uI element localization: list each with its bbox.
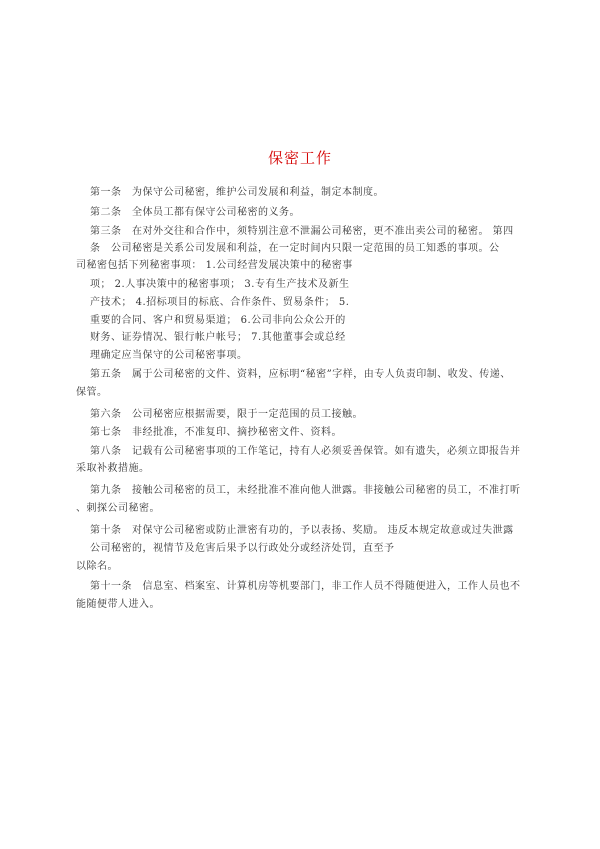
- paragraph-line: 第三条 在对外交往和合作中，须特别注意不泄漏公司秘密，更不准出卖公司的秘密。 第四: [90, 226, 514, 237]
- paragraph-line: 财务、证券情况、银行帐户帐号； 7.其他董事会或总经: [90, 332, 346, 343]
- paragraph-line: 第五条 属于公司秘密的文件、资料，应标明“秘密”字样，由专人负责印制、收发、传递、: [90, 369, 511, 380]
- paragraph-line: 第二条 全体员工都有保守公司秘密的义务。: [90, 207, 300, 218]
- paragraph-line: 公司秘密的，视情节及危害后果予以行政处分或经济处罚，直至予: [90, 543, 395, 554]
- paragraph-line: 第六条 公司秘密应根据需要，限于一定范围的员工接触。: [90, 409, 363, 420]
- paragraph-line: 以除名。: [76, 561, 118, 572]
- paragraph-line: 条 公司秘密是关系公司发展和利益，在一定时间内只限一定范围的员工知悉的事项。公: [90, 243, 500, 254]
- paragraph-line: 产技术； 4.招标项目的标底、合作条件、贸易条件； 5.: [90, 297, 350, 308]
- paragraph-line: 、刺探公司秘密。: [76, 503, 160, 514]
- paragraph-line: 第十条 对保守公司秘密或防止泄密有功的，予以表扬、奖励。 违反本规定故意或过失泄露: [90, 525, 514, 536]
- paragraph-line: 第八条 记载有公司秘密事项的工作笔记，持有人必须妥善保管。如有遗失，必须立即报告并: [90, 446, 521, 457]
- document-title: 保密工作: [267, 149, 332, 167]
- paragraph-line: 第九条 接触公司秘密的员工，未经批准不准向他人泄露。非接触公司秘密的员工，不准打听: [90, 485, 521, 496]
- paragraph-line: 保管。: [76, 387, 108, 398]
- paragraph-line: 司秘密包括下列秘密事项： 1.公司经营发展决策中的秘密事: [76, 260, 353, 271]
- paragraph-line: 第七条 非经批准，不准复印、摘抄秘密文件、资料。: [90, 427, 342, 438]
- paragraph-line: 项； 2.人事决策中的秘密事项； 3.专有生产技术及新生: [90, 279, 350, 290]
- paragraph-line: 能随便带人进入。: [76, 599, 160, 610]
- paragraph-line: 重要的合同、客户和贸易渠道； 6.公司非向公众公开的: [90, 315, 346, 326]
- paragraph-line: 第十一条 信息室、档案室、计算机房等机要部门，非工作人员不得随便进入，工作人员也不: [90, 581, 521, 592]
- paragraph-line: 采取补救措施。: [76, 463, 150, 474]
- paragraph-line: 理确定应当保守的公司秘密事项。: [90, 350, 248, 361]
- paragraph-line: 第一条 为保守公司秘密，维护公司发展和利益，制定本制度。: [90, 187, 384, 198]
